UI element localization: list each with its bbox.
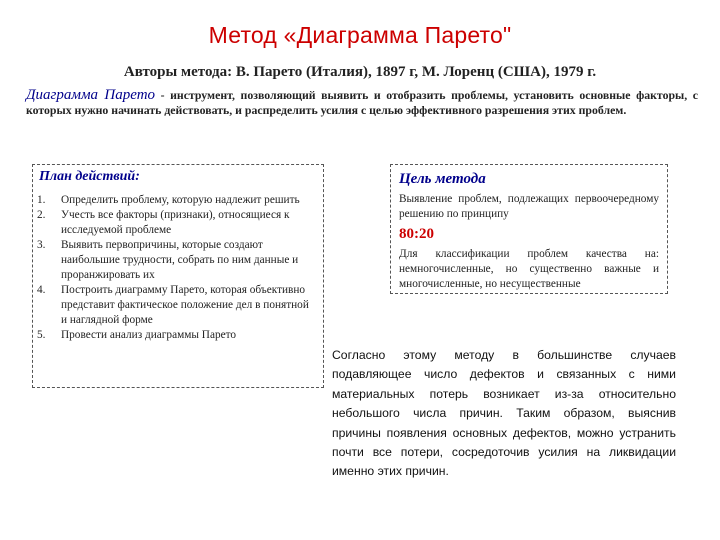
method-goal-text: Выявление проблем, подлежащих первоочередному решению по принципу [399, 193, 659, 220]
classification-text: Для классификации проблем качества на: немногочисленные, но существенно важные и многочисленные, но несущественные [399, 248, 659, 290]
authors-line: Авторы метода: В. Парето (Италия), 1897 г, М. Лоренц (США), 1979 г. [123, 64, 597, 80]
action-plan-title: План действий: [39, 169, 140, 184]
method-goal-box [390, 164, 668, 294]
definition-term: Диаграмма Парето [26, 87, 156, 103]
page-title: Метод «Диаграмма Парето" [208, 22, 512, 48]
list-item-text: Провести анализ диаграммы Парето [61, 329, 237, 341]
action-plan-list [33, 193, 323, 343]
list-item [33, 238, 315, 283]
action-plan-box [32, 164, 324, 388]
list-item-text: Определить проблему, которую надлежит решить [61, 194, 300, 206]
method-goal-title: Цель метода [399, 171, 486, 187]
list-item-number: 3. [37, 239, 46, 251]
pareto-ratio: 80:20 [399, 226, 434, 242]
list-item-text: Выявить первопричины, которые создают наибольшие трудности, собрать по ним данные и проранжировать их [61, 239, 299, 281]
list-item [33, 208, 315, 238]
list-item [33, 328, 315, 343]
list-item-number: 1. [37, 194, 46, 206]
list-item-number: 4. [37, 284, 46, 296]
list-item [33, 283, 315, 328]
explanation-paragraph: Согласно этому методу в большинстве случаев подавляющее число дефектов и связанных с ними материальных потерь возникает из-за относительно небольшого числа причин. Таким образом, выяснив причины появления основных дефектов, можно устранить почти все потери, сосредоточив усилия на ликвидации именно этих причин. [332, 348, 676, 479]
list-item-text: Учесть все факторы (признаки), относящиеся к исследуемой проблеме [61, 209, 290, 236]
list-item-number: 5. [37, 329, 46, 341]
list-item-text: Построить диаграмму Парето, которая объективно представит фактическое положение дел в понятной и наглядной форме [61, 284, 309, 326]
definition-text: - инструмент, позволяющий выявить и отобразить проблемы, установить основные факторы, с которых нужно начинать действовать, и распределить усилия с целью эффективного разрешения этих проблем. [26, 88, 698, 117]
list-item-number: 2. [37, 209, 46, 221]
definition-paragraph [26, 88, 698, 118]
list-item [33, 193, 315, 208]
